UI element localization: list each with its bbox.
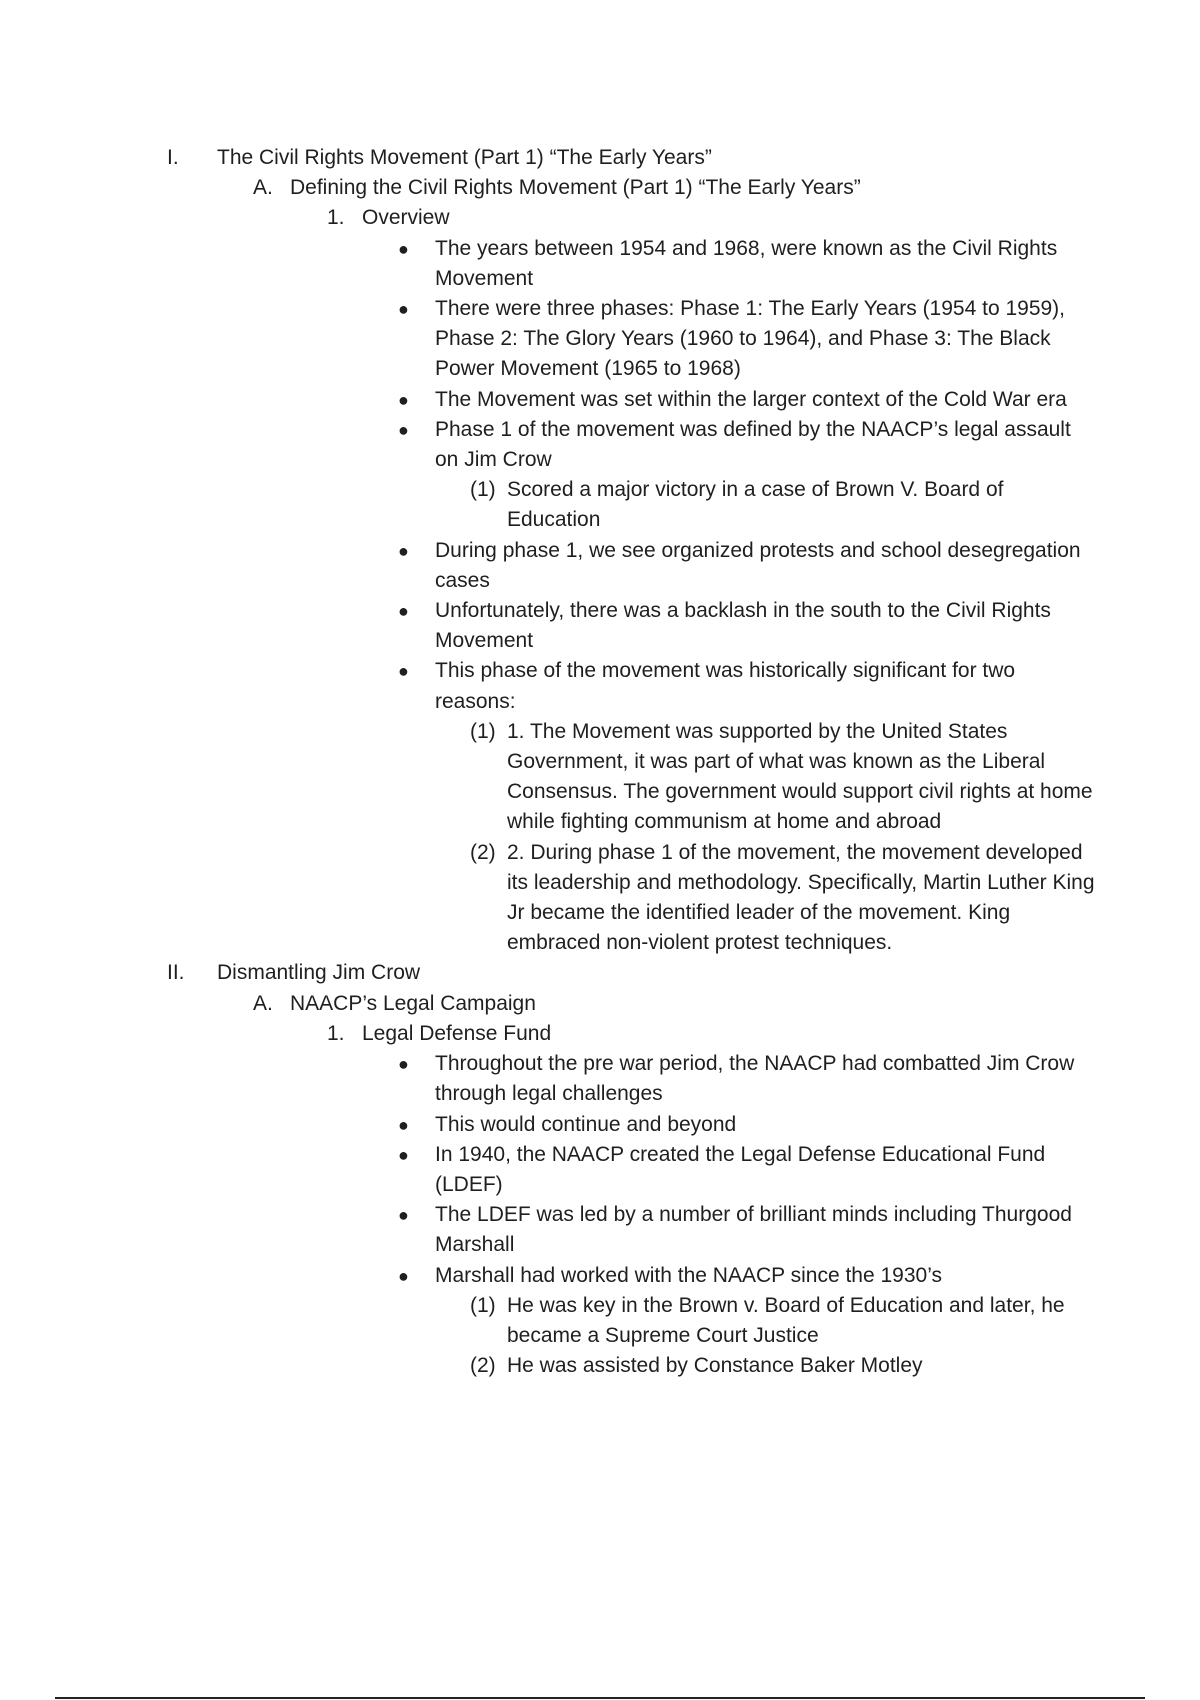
page-bottom-rule <box>55 1697 1145 1699</box>
outline-item-bullet <box>0 1261 1200 1291</box>
outline-item-bullet <box>0 1049 1200 1109</box>
outline-item-bullet <box>0 596 1200 656</box>
outline-text: Scored a major victory in a case of Brown V. Board of Education <box>507 478 1004 532</box>
bullet-icon: ● <box>398 238 409 259</box>
outline <box>0 143 1200 1381</box>
outline-marker: (2) <box>470 840 496 864</box>
outline-item-bullet <box>0 536 1200 596</box>
outline-text: Overview <box>362 206 450 230</box>
outline-marker: (1) <box>470 1293 496 1317</box>
bullet-icon: ● <box>398 1114 409 1135</box>
outline-text: He was assisted by Constance Baker Motley <box>507 1354 923 1378</box>
bullet-icon: ● <box>398 601 409 622</box>
outline-text: He was key in the Brown v. Board of Education and later, he became a Supreme Court Justice <box>507 1293 1065 1347</box>
outline-item-subpoint <box>0 475 1200 535</box>
outline-text: Throughout the pre war period, the NAACP had combatted Jim Crow through legal challenges <box>435 1052 1075 1106</box>
outline-text: 1. The Movement was supported by the United States Government, it was part of what was known as the Liberal Consensus. The government would support civil rights at home while fighting communism at home and abroad <box>507 719 1093 834</box>
outline-marker: 1. <box>327 1021 345 1045</box>
outline-item-number <box>0 1019 1200 1049</box>
outline-text: This phase of the movement was historically significant for two reasons: <box>435 659 1016 713</box>
outline-marker: (2) <box>470 1354 496 1378</box>
outline-text: Phase 1 of the movement was defined by the NAACP’s legal assault on Jim Crow <box>435 417 1071 472</box>
outline-marker: 1. <box>327 206 345 230</box>
outline-item-bullet <box>0 1110 1200 1140</box>
outline-item-roman <box>0 143 1200 173</box>
outline-marker: A. <box>253 991 273 1015</box>
outline-text: The years between 1954 and 1968, were known as the Civil Rights Movement <box>435 236 1058 290</box>
outline-text: In 1940, the NAACP created the Legal Defense Educational Fund (LDEF) <box>435 1142 1046 1196</box>
outline-item-bullet <box>0 1140 1200 1200</box>
bullet-icon: ● <box>398 1205 409 1226</box>
outline-item-bullet <box>0 234 1200 294</box>
outline-text: The LDEF was led by a number of brilliant minds including Thurgood Marshall <box>435 1203 1072 1257</box>
outline-item-bullet <box>0 656 1200 716</box>
outline-text: 2. During phase 1 of the movement, the movement developed its leadership and methodology. Specifically, Martin Luther King Jr became the identified leader of the movement. King embraced non-violent protest techniques. <box>507 840 1095 955</box>
outline-marker: A. <box>253 176 273 200</box>
bullet-icon: ● <box>398 1265 409 1286</box>
bullet-icon: ● <box>398 540 409 561</box>
outline-text: NAACP’s Legal Campaign <box>290 991 536 1015</box>
bullet-icon: ● <box>398 389 409 410</box>
outline-text: Legal Defense Fund <box>362 1021 552 1045</box>
bullet-icon: ● <box>398 1144 409 1165</box>
outline-text: This would continue and beyond <box>435 1112 737 1136</box>
outline-item-number <box>0 203 1200 233</box>
outline-text: The Civil Rights Movement (Part 1) “The Early Years” <box>217 146 712 169</box>
outline-marker: (1) <box>470 478 496 502</box>
bullet-icon: ● <box>398 419 409 440</box>
bullet-icon: ● <box>398 1054 409 1075</box>
bullet-icon: ● <box>398 299 409 320</box>
outline-text: During phase 1, we see organized protests and school desegregation cases <box>435 538 1081 592</box>
outline-item-alpha <box>0 989 1200 1019</box>
outline-item-subpoint <box>0 838 1200 959</box>
outline-text: Defining the Civil Rights Movement (Part 1) “The Early Years” <box>290 176 861 200</box>
outline-text: Dismantling Jim Crow <box>217 961 421 985</box>
bullet-icon: ● <box>398 661 409 682</box>
outline-text: Marshall had worked with the NAACP since the 1930’s <box>435 1263 942 1287</box>
outline-item-subpoint <box>0 1291 1200 1351</box>
outline-marker: I. <box>167 146 179 169</box>
outline-marker: (1) <box>470 719 496 743</box>
outline-item-bullet <box>0 415 1200 475</box>
outline-text: There were three phases: Phase 1: The Early Years (1954 to 1959), Phase 2: The Glory Years (1960 to 1964), and Phase 3: The Black Power Movement (1965 to 1968) <box>435 297 1065 381</box>
outline-marker: II. <box>167 961 185 985</box>
outline-item-subpoint <box>0 1351 1200 1381</box>
outline-item-alpha <box>0 173 1200 203</box>
outline-item-bullet <box>0 1200 1200 1260</box>
outline-text: The Movement was set within the larger context of the Cold War era <box>435 387 1067 411</box>
outline-item-bullet <box>0 385 1200 415</box>
outline-item-subpoint <box>0 717 1200 838</box>
outline-text: Unfortunately, there was a backlash in the south to the Civil Rights Movement <box>435 599 1051 653</box>
outline-item-bullet <box>0 294 1200 385</box>
outline-item-roman <box>0 958 1200 988</box>
